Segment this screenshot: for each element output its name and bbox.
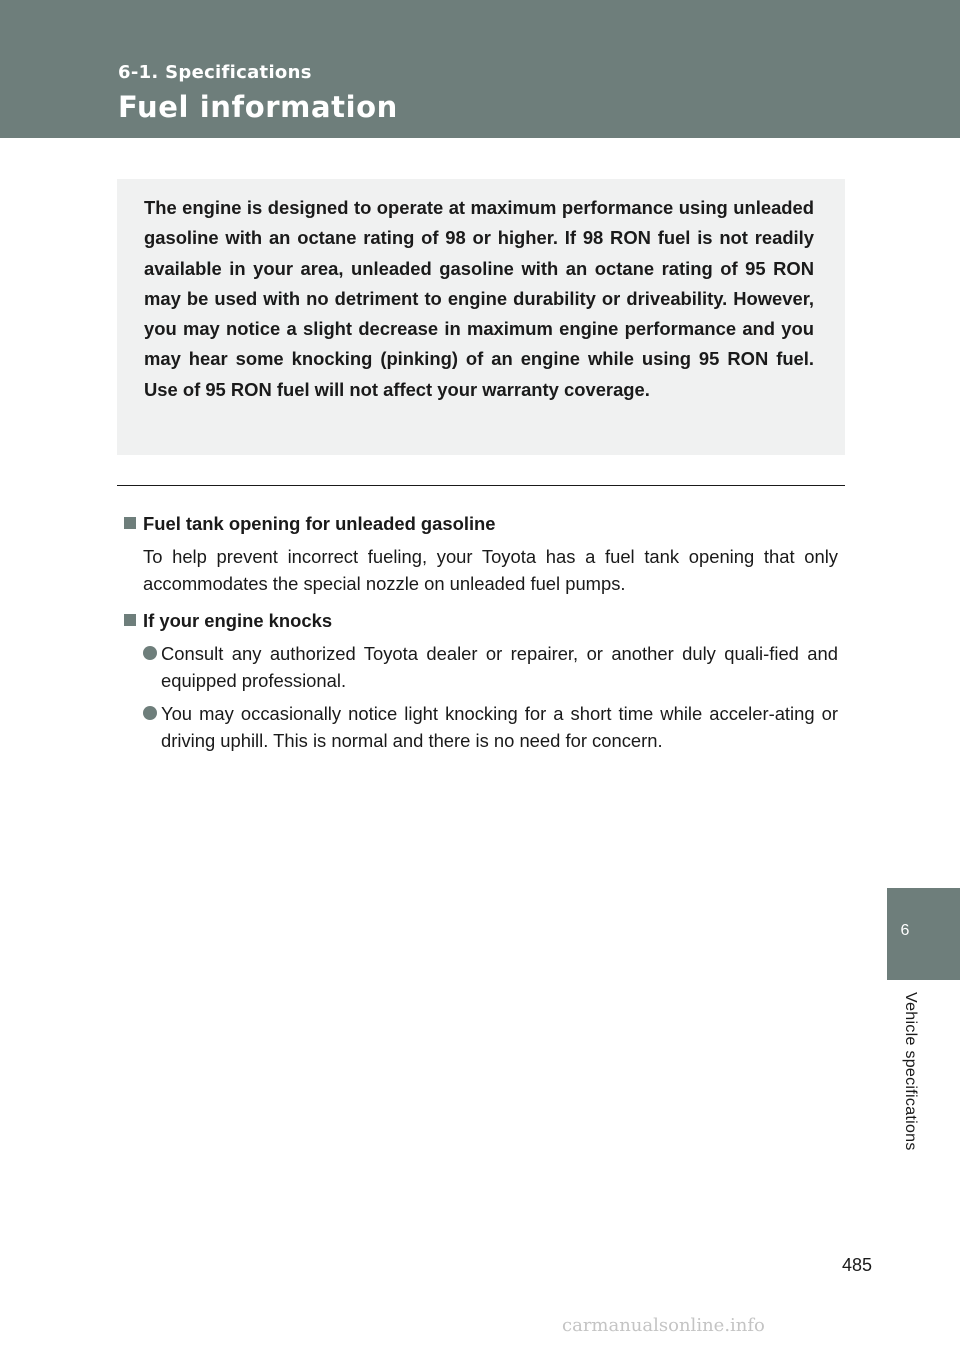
round-bullet-icon [143,706,157,720]
list-item-text: You may occasionally notice light knocking for a short time while acceler-ating or driving uphill. This is normal and there is no need for concern. [161,703,838,751]
section-heading-text: If your engine knocks [143,610,333,631]
chapter-tab [887,888,960,980]
notice-text: The engine is designed to operate at maximum performance using unleaded gasoline with an octane rating of 98 or higher. If 98 RON fuel is not readily available in your area, unleaded gasoline with an octane rating of 95 RON may be used with no detriment to engine durability or driveability. However, you may notice a slight decrease in maximum engine performance and you may hear some knocking (pinking) of an engine while using 95 RON fuel. Use of 95 RON fuel will not affect your warranty coverage. [144,197,814,400]
section-heading-engine-knocks [124,607,838,634]
section-label: 6-1. Specifications [118,62,312,83]
notice-box [117,179,845,455]
list-item [143,640,838,694]
square-bullet-icon [124,614,136,626]
list-item [143,700,838,754]
section-body-text: To help prevent incorrect fueling, your Toyota has a fuel tank opening that only accommodates the special nozzle on unleaded fuel pumps. [143,546,838,594]
section-divider [117,485,845,486]
section-heading-fuel-tank [124,510,838,537]
section-heading-text: Fuel tank opening for unleaded gasoline [143,513,496,534]
square-bullet-icon [124,517,136,529]
chapter-label: Vehicle specifications [902,992,919,1151]
list-item-text: Consult any authorized Toyota dealer or repairer, or another duly quali-fied and equipped professional. [161,643,838,691]
round-bullet-icon [143,646,157,660]
chapter-number: 6 [900,922,910,939]
page-title: Fuel information [118,90,398,124]
content-area [124,510,838,754]
page-header [0,0,960,138]
page-number: 485 [842,1255,873,1275]
watermark: carmanualsonline.info [562,1315,765,1336]
